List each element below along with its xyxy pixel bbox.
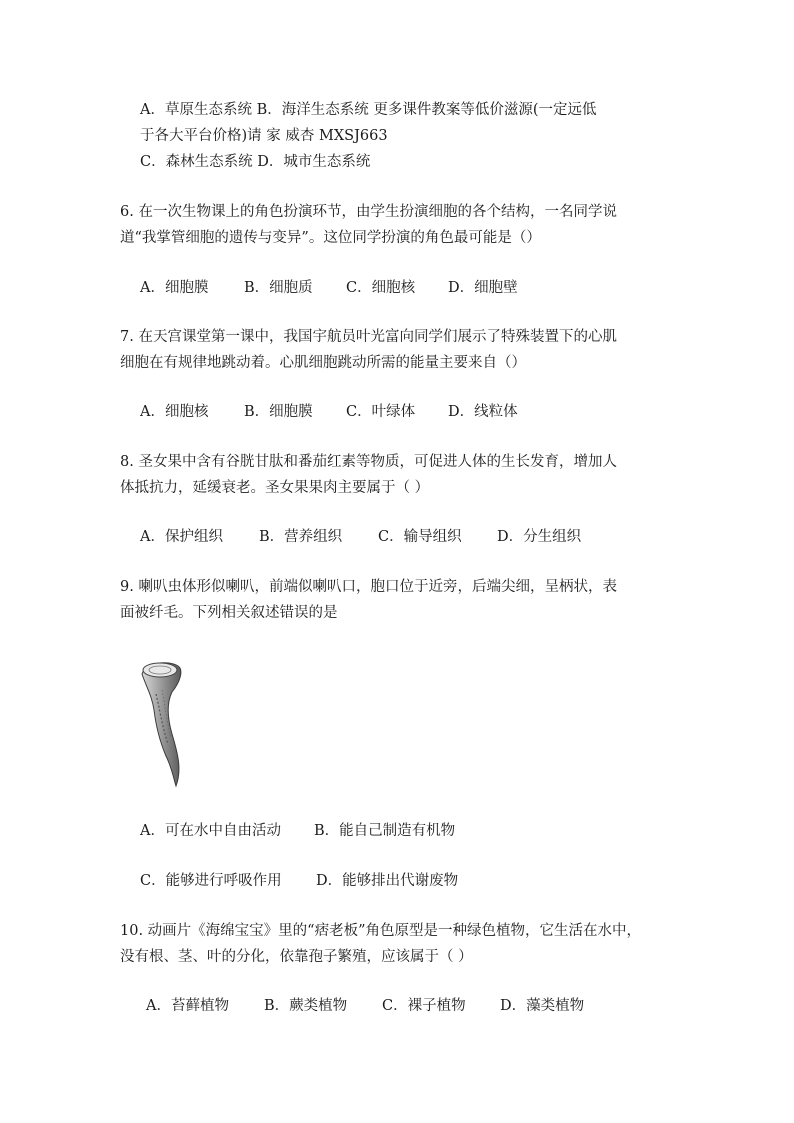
q10-stem-line1: 10. 动画片《海绵宝宝》里的“痞老板”角色原型是一种绿色植物，它生活在水中， xyxy=(120,923,641,939)
q6-options xyxy=(140,278,518,298)
q9-stem-line1: 9. 喇叭虫体形似喇叭，前端似喇叭口，胞口位于近旁，后端尖细，呈柄状，表 xyxy=(120,579,617,595)
q5-options-line1: A．草原生态系统 B．海洋生态系统 更多课件教案等低价滋源(一定远低 xyxy=(140,102,597,118)
q7-stem-line2: 细胞在有规律地跳动着。心肌细胞跳动所需的能量主要来自（） xyxy=(120,355,526,371)
q6-option-c: C．细胞核 xyxy=(346,280,416,296)
q6-stem-line1: 6. 在一次生物课上的角色扮演环节，由学生扮演细胞的各个结构，一名同学说 xyxy=(120,204,617,220)
q7-option-a: A．细胞核 xyxy=(140,404,209,420)
q6-stem-line2: 道“我掌管细胞的遗传与变异”。这位同学扮演的角色最可能是（） xyxy=(120,230,541,246)
q9-option-a: A．可在水中自由活动 xyxy=(140,823,281,839)
q8-option-a: A．保护组织 xyxy=(140,529,223,545)
q6-option-b: B．细胞质 xyxy=(244,280,313,296)
q7-option-d: D．线粒体 xyxy=(448,404,518,420)
q7-options xyxy=(140,402,518,422)
q9-stem-line2: 面被纤毛。下列相关叙述错误的是 xyxy=(120,605,338,621)
q8-stem-line2: 体抵抗力，延缓衰老。圣女果果肉主要属于（ ） xyxy=(120,480,430,496)
q10-options xyxy=(146,996,584,1016)
stentor-illustration xyxy=(138,660,188,790)
q10-option-b: B．蕨类植物 xyxy=(264,998,348,1014)
q9-options-ab xyxy=(140,821,455,841)
q5-options-line3: C．森林生态系统 D．城市生态系统 xyxy=(140,154,371,170)
q10-option-d: D．藻类植物 xyxy=(500,998,585,1014)
q6-option-d: D．细胞壁 xyxy=(448,280,518,296)
q7-option-b: B．细胞膜 xyxy=(244,404,313,420)
q10-option-c: C．裸子植物 xyxy=(382,998,466,1014)
q7-stem-line1: 7. 在天宫课堂第一课中，我国宇航员叶光富向同学们展示了特殊装置下的心肌 xyxy=(120,329,617,345)
q8-options xyxy=(140,527,581,547)
q9-option-d: D．能够排出代谢废物 xyxy=(316,873,459,889)
q9-option-b: B．能自己制造有机物 xyxy=(314,823,456,839)
q8-stem-line1: 8. 圣女果中含有谷胱甘肽和番茄红素等物质，可促进人体的生长发育，增加人 xyxy=(120,454,617,470)
q8-option-d: D．分生组织 xyxy=(497,529,582,545)
q8-option-c: C．输导组织 xyxy=(378,529,462,545)
q5-options-line2: 于各大平台价格)请 家 威杏 MXSJ663 xyxy=(140,128,388,144)
q9-options-cd xyxy=(140,871,458,891)
q9-option-c: C．能够进行呼吸作用 xyxy=(140,873,282,889)
q8-option-b: B．营养组织 xyxy=(259,529,343,545)
q6-option-a: A．细胞膜 xyxy=(140,280,209,296)
q10-stem-line2: 没有根、茎、叶的分化，依靠孢子繁殖，应该属于（ ） xyxy=(120,949,473,965)
q7-option-c: C．叶绿体 xyxy=(346,404,416,420)
q10-option-a: A．苔藓植物 xyxy=(146,998,229,1014)
